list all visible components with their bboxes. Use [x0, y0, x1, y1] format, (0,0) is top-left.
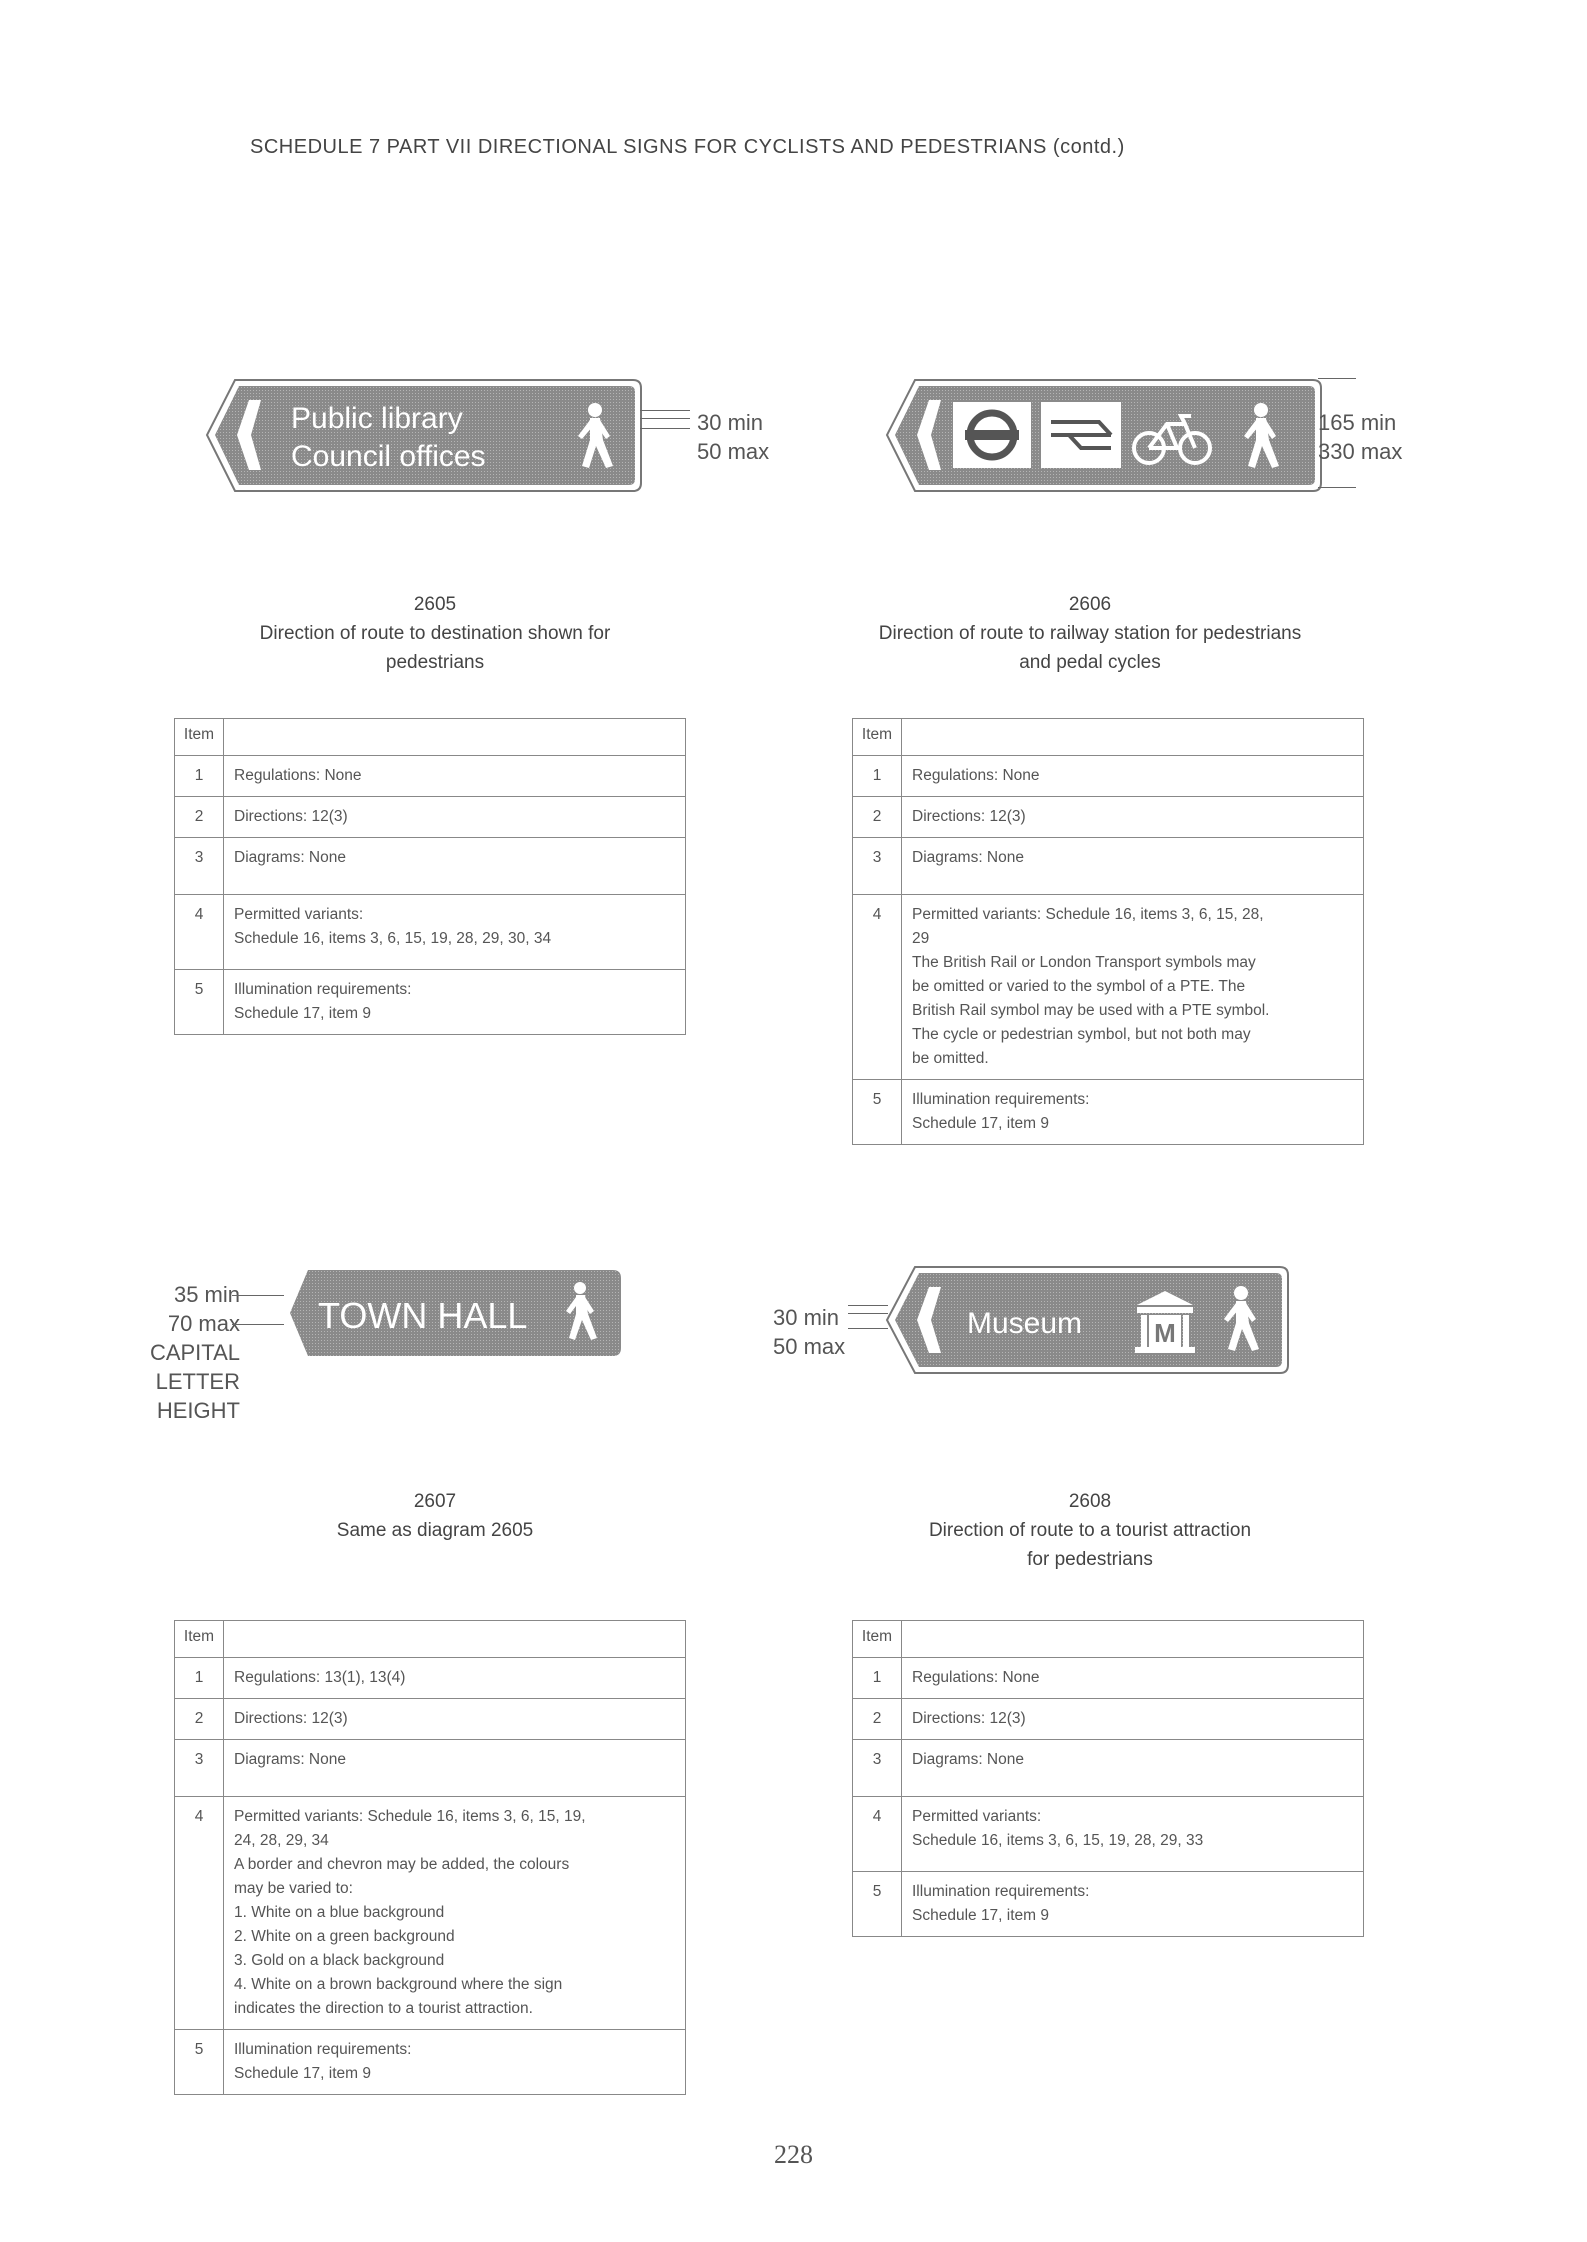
caption-line: Direction of route to railway station for pedestrians [878, 623, 1302, 644]
item-text-line: be omitted or varied to the symbol of a PTE. The [912, 978, 1246, 995]
item-text-line: Schedule 17, item 9 [234, 1005, 372, 1022]
table-row [853, 838, 1364, 895]
item-number: 2 [175, 797, 224, 838]
item-text-line: Schedule 16, items 3, 6, 15, 19, 28, 29, 33 [912, 1832, 1204, 1849]
item-text-line: Regulations: None [234, 767, 362, 784]
item-number: 5 [175, 970, 224, 1035]
table-row [175, 895, 686, 970]
item-text-line: be omitted. [912, 1050, 989, 1067]
table-row [175, 1658, 686, 1699]
item-number: 3 [853, 838, 902, 895]
table-row [175, 838, 686, 895]
item-text-line: 3. Gold on a black background [234, 1952, 445, 1969]
caption-line: Direction of route to a tourist attraction [928, 1520, 1252, 1541]
item-text-line: Permitted variants: Schedule 16, items 3, 6, 15, 28, [912, 906, 1264, 923]
item-text [902, 1797, 1364, 1872]
sign-line-1: TOWN HALL [318, 1295, 528, 1336]
item-number: 3 [853, 1740, 902, 1797]
spec-table-2607 [174, 1620, 686, 2095]
item-text [902, 756, 1364, 797]
table-row [175, 1797, 686, 2030]
item-text-line: Diagrams: None [912, 1751, 1024, 1768]
item-text-line: Regulations: None [912, 767, 1040, 784]
dim-min: 165 min [1318, 410, 1397, 435]
table-row [175, 797, 686, 838]
table-row [853, 1080, 1364, 1145]
dim-note: LETTER [155, 1369, 240, 1394]
item-text [902, 1699, 1364, 1740]
dim-min: 30 min [773, 1305, 840, 1330]
item-text-line: Schedule 16, items 3, 6, 15, 19, 28, 29, 30, 34 [234, 930, 552, 947]
sign-2608 [885, 1265, 1290, 1375]
museum-letter: M [1154, 1318, 1176, 1348]
sign-line-2: Council offices [291, 440, 486, 473]
spec-table-2606 [852, 718, 1364, 1145]
table-row [853, 1658, 1364, 1699]
table-header: Item [175, 719, 224, 756]
caption-2607 [210, 1487, 660, 1545]
item-text-line: 29 [912, 930, 930, 947]
item-text [902, 1658, 1364, 1699]
item-number: 2 [175, 1699, 224, 1740]
item-number: 1 [853, 1658, 902, 1699]
item-number: 2 [853, 797, 902, 838]
item-text-line: Illumination requirements: [234, 2041, 412, 2058]
item-text-line: Diagrams: None [912, 849, 1024, 866]
item-number: 4 [853, 895, 902, 1080]
item-text [224, 756, 686, 797]
item-text [902, 1872, 1364, 1937]
item-number: 2 [853, 1699, 902, 1740]
item-text-line: Diagrams: None [234, 849, 346, 866]
item-number: 1 [853, 756, 902, 797]
dim-max: 330 max [1318, 439, 1403, 464]
item-text-line: 4. White on a brown background where the sign [234, 1976, 563, 1993]
item-text-line: British Rail symbol may be used with a PTE symbol. [912, 1002, 1270, 1019]
dim-max: 70 max [167, 1311, 240, 1336]
item-text-line: indicates the direction to a tourist attraction. [234, 2000, 533, 2017]
dim-max: 50 max [773, 1334, 846, 1359]
item-number: 1 [175, 756, 224, 797]
item-number: 4 [175, 1797, 224, 2030]
dim-max: 50 max [697, 439, 770, 464]
item-number: 3 [175, 1740, 224, 1797]
dim-min: 30 min [697, 410, 764, 435]
item-text [224, 895, 686, 970]
caption-line: and pedal cycles [1019, 652, 1161, 673]
item-number: 5 [853, 1872, 902, 1937]
item-text-line: 2. White on a green background [234, 1928, 455, 1945]
item-number: 1 [175, 1658, 224, 1699]
caption-line: for pedestrians [1027, 1549, 1153, 1570]
item-text-line: Permitted variants: [912, 1808, 1042, 1825]
item-text [902, 838, 1364, 895]
caption-2606 [850, 590, 1330, 677]
sign-2607 [288, 1268, 623, 1358]
item-text-line: Permitted variants: [234, 906, 364, 923]
item-text-line: The cycle or pedestrian symbol, but not both may [912, 1026, 1251, 1043]
item-text-line: 24, 28, 29, 34 [234, 1832, 329, 1849]
caption-line: Direction of route to destination shown for [259, 623, 611, 644]
table-row [853, 895, 1364, 1080]
dim-note: HEIGHT [156, 1398, 240, 1423]
table-row [853, 1699, 1364, 1740]
item-text-line: Illumination requirements: [912, 1091, 1090, 1108]
table-row [853, 1740, 1364, 1797]
item-text [224, 1797, 686, 2030]
item-text-line: Directions: 12(3) [234, 1710, 348, 1727]
page-header: SCHEDULE 7 PART VII DIRECTIONAL SIGNS FOR CYCLISTS AND PEDESTRIANS (contd.) [250, 136, 1125, 158]
item-text-line: may be varied to: [234, 1880, 353, 1897]
item-text-line: Illumination requirements: [912, 1883, 1090, 1900]
table-row [853, 756, 1364, 797]
item-text [902, 1740, 1364, 1797]
item-text [224, 2030, 686, 2095]
item-text-line: Regulations: 13(1), 13(4) [234, 1669, 406, 1686]
diagram-number: 2608 [1068, 1491, 1112, 1512]
sign-line-1: Museum [967, 1307, 1083, 1340]
dim-note: CAPITAL [149, 1340, 240, 1365]
item-text-line: 1. White on a blue background [234, 1904, 445, 1921]
item-text-line: Schedule 17, item 9 [234, 2065, 372, 2082]
caption-2605 [210, 590, 660, 677]
spec-table-2608 [852, 1620, 1364, 1937]
diagram-number: 2605 [413, 594, 457, 615]
item-number: 4 [175, 895, 224, 970]
item-text-line: Schedule 17, item 9 [912, 1907, 1050, 1924]
item-text-line: Schedule 17, item 9 [912, 1115, 1050, 1132]
table-row [175, 970, 686, 1035]
page-number: 228 [774, 2140, 813, 2169]
item-text [902, 797, 1364, 838]
spec-table-2605 [174, 718, 686, 1035]
table-header: Item [853, 719, 902, 756]
table-row [853, 797, 1364, 838]
item-number: 5 [853, 1080, 902, 1145]
caption-line: pedestrians [385, 652, 485, 673]
item-text-line: Directions: 12(3) [234, 808, 348, 825]
item-text [224, 1658, 686, 1699]
item-text-line: Regulations: None [912, 1669, 1040, 1686]
caption-line: Same as diagram 2605 [336, 1520, 534, 1541]
british-rail-icon [1041, 402, 1121, 468]
item-text-line: Illumination requirements: [234, 981, 412, 998]
item-text [224, 1699, 686, 1740]
item-number: 5 [175, 2030, 224, 2095]
item-text-line: Diagrams: None [234, 1751, 346, 1768]
table-row [175, 756, 686, 797]
item-text [902, 1080, 1364, 1145]
item-text [224, 838, 686, 895]
table-row [853, 1872, 1364, 1937]
item-text-line: Directions: 12(3) [912, 1710, 1026, 1727]
table-row [175, 2030, 686, 2095]
underground-icon [953, 402, 1031, 468]
item-text [224, 797, 686, 838]
item-text-line: Permitted variants: Schedule 16, items 3, 6, 15, 19, [234, 1808, 586, 1825]
dim-min: 35 min [173, 1282, 240, 1307]
caption-2608 [850, 1487, 1330, 1574]
table-row [175, 1740, 686, 1797]
item-text-line: A border and chevron may be added, the colours [234, 1856, 570, 1873]
sign-line-1: Public library [291, 402, 463, 435]
diagram-number: 2606 [1068, 594, 1112, 615]
item-text [224, 970, 686, 1035]
item-number: 4 [853, 1797, 902, 1872]
item-text-line: Directions: 12(3) [912, 808, 1026, 825]
table-row [853, 1797, 1364, 1872]
item-text-line: The British Rail or London Transport symbols may [912, 954, 1256, 971]
table-header: Item [853, 1621, 902, 1658]
sign-2606 [885, 378, 1325, 493]
diagram-number: 2607 [413, 1491, 457, 1512]
sign-2605 [205, 378, 645, 493]
item-text [224, 1740, 686, 1797]
table-row [175, 1699, 686, 1740]
item-number: 3 [175, 838, 224, 895]
item-text [902, 895, 1364, 1080]
table-header: Item [175, 1621, 224, 1658]
